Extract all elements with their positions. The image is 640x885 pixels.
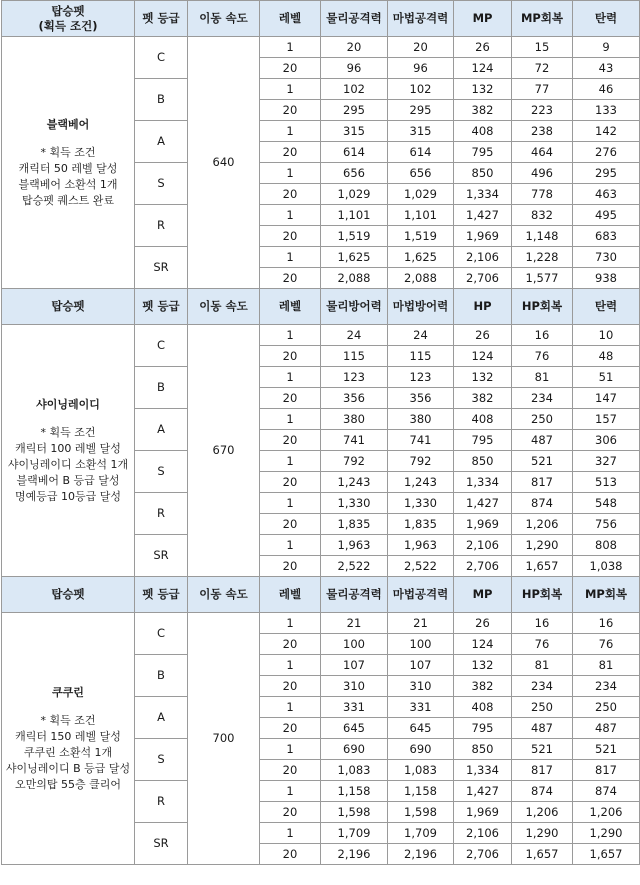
value-cell: 656	[321, 163, 388, 184]
value-cell: 817	[512, 472, 573, 493]
grade-cell: R	[135, 205, 188, 247]
value-cell: 115	[321, 346, 388, 367]
value-cell: 408	[454, 697, 512, 718]
level-cell: 1	[260, 247, 321, 268]
value-cell: 276	[573, 142, 640, 163]
value-cell: 2,088	[388, 268, 454, 289]
value-cell: 310	[388, 676, 454, 697]
level-cell: 20	[260, 184, 321, 205]
level-cell: 1	[260, 655, 321, 676]
value-cell: 1,083	[321, 760, 388, 781]
value-cell: 1,206	[512, 802, 573, 823]
value-cell: 1,598	[321, 802, 388, 823]
value-cell: 123	[321, 367, 388, 388]
pet-name: 샤이닝레이디	[36, 397, 100, 411]
table-row	[2, 325, 640, 346]
header-stat-3: MP	[454, 1, 512, 37]
grade-cell: B	[135, 367, 188, 409]
value-cell: 1,963	[321, 535, 388, 556]
value-cell: 96	[321, 58, 388, 79]
value-cell: 1,625	[321, 247, 388, 268]
value-cell: 1,290	[573, 823, 640, 844]
value-cell: 850	[454, 739, 512, 760]
value-cell: 20	[388, 37, 454, 58]
level-cell: 1	[260, 493, 321, 514]
header-stat-2: 마법공격력	[388, 577, 454, 613]
value-cell: 306	[573, 430, 640, 451]
value-cell: 1,969	[454, 226, 512, 247]
value-cell: 1,969	[454, 514, 512, 535]
value-cell: 234	[512, 388, 573, 409]
header-pet: 탑승펫	[2, 289, 135, 325]
value-cell: 81	[573, 655, 640, 676]
value-cell: 795	[454, 142, 512, 163]
value-cell: 124	[454, 634, 512, 655]
grade-cell: R	[135, 493, 188, 535]
value-cell: 1,427	[454, 493, 512, 514]
grade-cell: B	[135, 655, 188, 697]
value-cell: 487	[573, 718, 640, 739]
value-cell: 382	[454, 388, 512, 409]
value-cell: 100	[388, 634, 454, 655]
acquire-condition: 오만의탑 55층 클리어	[15, 777, 121, 791]
value-cell: 874	[573, 781, 640, 802]
acquire-condition: 블랙베어 B 등급 달성	[16, 473, 120, 487]
value-cell: 238	[512, 121, 573, 142]
value-cell: 496	[512, 163, 573, 184]
value-cell: 614	[388, 142, 454, 163]
header-row	[2, 577, 640, 613]
acquire-condition: 탑승펫 퀘스트 완료	[21, 193, 114, 207]
level-cell: 20	[260, 802, 321, 823]
value-cell: 76	[512, 346, 573, 367]
level-cell: 1	[260, 205, 321, 226]
value-cell: 521	[512, 451, 573, 472]
value-cell: 382	[454, 100, 512, 121]
value-cell: 24	[321, 325, 388, 346]
level-cell: 1	[260, 451, 321, 472]
value-cell: 380	[388, 409, 454, 430]
value-cell: 1,101	[388, 205, 454, 226]
table-row	[2, 613, 640, 634]
value-cell: 76	[512, 634, 573, 655]
value-cell: 1,427	[454, 205, 512, 226]
grade-cell: C	[135, 37, 188, 79]
header-stat-4: HP회복	[512, 577, 573, 613]
value-cell: 1,835	[388, 514, 454, 535]
value-cell: 51	[573, 367, 640, 388]
value-cell: 16	[512, 325, 573, 346]
grade-cell: C	[135, 325, 188, 367]
value-cell: 1,243	[388, 472, 454, 493]
header-row	[2, 1, 640, 37]
level-cell: 20	[260, 514, 321, 535]
value-cell: 16	[512, 613, 573, 634]
value-cell: 2,088	[321, 268, 388, 289]
level-cell: 1	[260, 37, 321, 58]
value-cell: 250	[512, 697, 573, 718]
value-cell: 223	[512, 100, 573, 121]
value-cell: 808	[573, 535, 640, 556]
value-cell: 548	[573, 493, 640, 514]
value-cell: 24	[388, 325, 454, 346]
value-cell: 795	[454, 430, 512, 451]
value-cell: 1,101	[321, 205, 388, 226]
header-stat-5: 탄력	[573, 1, 640, 37]
value-cell: 380	[321, 409, 388, 430]
value-cell: 817	[512, 760, 573, 781]
value-cell: 1,038	[573, 556, 640, 577]
value-cell: 741	[321, 430, 388, 451]
level-cell: 20	[260, 346, 321, 367]
value-cell: 614	[321, 142, 388, 163]
value-cell: 2,522	[321, 556, 388, 577]
acquire-condition: 샤이닝레이디 소환석 1개	[7, 457, 129, 471]
level-cell: 20	[260, 58, 321, 79]
value-cell: 43	[573, 58, 640, 79]
value-cell: 76	[573, 634, 640, 655]
value-cell: 1,158	[321, 781, 388, 802]
level-cell: 1	[260, 163, 321, 184]
value-cell: 463	[573, 184, 640, 205]
value-cell: 2,106	[454, 535, 512, 556]
value-cell: 645	[321, 718, 388, 739]
value-cell: 124	[454, 58, 512, 79]
value-cell: 690	[388, 739, 454, 760]
grade-cell: A	[135, 409, 188, 451]
value-cell: 408	[454, 121, 512, 142]
value-cell: 26	[454, 325, 512, 346]
value-cell: 356	[321, 388, 388, 409]
value-cell: 133	[573, 100, 640, 121]
pet-name: 블랙베어	[46, 117, 90, 131]
value-cell: 132	[454, 79, 512, 100]
value-cell: 315	[388, 121, 454, 142]
value-cell: 102	[321, 79, 388, 100]
grade-cell: S	[135, 739, 188, 781]
value-cell: 356	[388, 388, 454, 409]
value-cell: 81	[512, 367, 573, 388]
value-cell: 817	[573, 760, 640, 781]
header-stat-2: 마법방어력	[388, 289, 454, 325]
value-cell: 1,969	[454, 802, 512, 823]
value-cell: 495	[573, 205, 640, 226]
value-cell: 1,657	[512, 844, 573, 865]
header-pet: 탑승펫 (획득 조건)	[2, 1, 135, 37]
value-cell: 1,206	[512, 514, 573, 535]
level-cell: 20	[260, 556, 321, 577]
header-grade: 펫 등급	[135, 577, 188, 613]
value-cell: 250	[573, 697, 640, 718]
value-cell: 408	[454, 409, 512, 430]
header-stat-1: 물리방어력	[321, 289, 388, 325]
value-cell: 1,029	[388, 184, 454, 205]
level-cell: 20	[260, 634, 321, 655]
level-cell: 20	[260, 226, 321, 247]
value-cell: 2,522	[388, 556, 454, 577]
value-cell: 107	[321, 655, 388, 676]
value-cell: 132	[454, 367, 512, 388]
value-cell: 115	[388, 346, 454, 367]
value-cell: 874	[512, 781, 573, 802]
value-cell: 48	[573, 346, 640, 367]
value-cell: 1,835	[321, 514, 388, 535]
value-cell: 464	[512, 142, 573, 163]
grade-cell: R	[135, 781, 188, 823]
value-cell: 795	[454, 718, 512, 739]
header-grade: 펫 등급	[135, 1, 188, 37]
level-cell: 1	[260, 697, 321, 718]
acquire-condition: * 획득 조건	[40, 713, 96, 727]
header-stat-5: 탄력	[573, 289, 640, 325]
header-pet: 탑승펫	[2, 577, 135, 613]
header-stat-1: 물리공격력	[321, 1, 388, 37]
grade-cell: B	[135, 79, 188, 121]
value-cell: 2,196	[321, 844, 388, 865]
value-cell: 521	[512, 739, 573, 760]
value-cell: 331	[388, 697, 454, 718]
level-cell: 20	[260, 718, 321, 739]
value-cell: 1,148	[512, 226, 573, 247]
value-cell: 315	[321, 121, 388, 142]
value-cell: 1,290	[512, 535, 573, 556]
value-cell: 1,334	[454, 184, 512, 205]
value-cell: 72	[512, 58, 573, 79]
value-cell: 295	[321, 100, 388, 121]
header-speed: 이동 속도	[188, 289, 260, 325]
value-cell: 123	[388, 367, 454, 388]
value-cell: 234	[512, 676, 573, 697]
value-cell: 2,706	[454, 556, 512, 577]
value-cell: 832	[512, 205, 573, 226]
acquire-condition: * 획득 조건	[40, 425, 96, 439]
level-cell: 1	[260, 79, 321, 100]
speed-cell: 700	[188, 613, 260, 865]
value-cell: 26	[454, 613, 512, 634]
header-row	[2, 289, 640, 325]
value-cell: 10	[573, 325, 640, 346]
value-cell: 142	[573, 121, 640, 142]
speed-cell: 670	[188, 325, 260, 577]
value-cell: 81	[512, 655, 573, 676]
level-cell: 1	[260, 781, 321, 802]
grade-cell: A	[135, 121, 188, 163]
value-cell: 792	[321, 451, 388, 472]
value-cell: 690	[321, 739, 388, 760]
value-cell: 77	[512, 79, 573, 100]
value-cell: 295	[388, 100, 454, 121]
acquire-condition: * 획득 조건	[40, 145, 96, 159]
grade-cell: S	[135, 163, 188, 205]
value-cell: 2,196	[388, 844, 454, 865]
value-cell: 2,706	[454, 844, 512, 865]
value-cell: 331	[321, 697, 388, 718]
value-cell: 124	[454, 346, 512, 367]
acquire-condition: 캐릭터 50 레벨 달성	[18, 161, 118, 175]
grade-cell: SR	[135, 247, 188, 289]
value-cell: 850	[454, 451, 512, 472]
value-cell: 100	[321, 634, 388, 655]
value-cell: 20	[321, 37, 388, 58]
value-cell: 234	[573, 676, 640, 697]
value-cell: 96	[388, 58, 454, 79]
value-cell: 521	[573, 739, 640, 760]
grade-cell: S	[135, 451, 188, 493]
value-cell: 1,330	[321, 493, 388, 514]
level-cell: 1	[260, 613, 321, 634]
value-cell: 2,106	[454, 247, 512, 268]
header-level: 레벨	[260, 577, 321, 613]
value-cell: 1,427	[454, 781, 512, 802]
level-cell: 20	[260, 268, 321, 289]
header-stat-3: MP	[454, 577, 512, 613]
value-cell: 132	[454, 655, 512, 676]
acquire-condition: 블랙베어 소환석 1개	[18, 177, 118, 191]
pet-info-cell	[2, 37, 135, 289]
value-cell: 2,106	[454, 823, 512, 844]
level-cell: 1	[260, 739, 321, 760]
header-level: 레벨	[260, 289, 321, 325]
level-cell: 1	[260, 367, 321, 388]
value-cell: 1,083	[388, 760, 454, 781]
level-cell: 1	[260, 121, 321, 142]
value-cell: 741	[388, 430, 454, 451]
header-stat-3: HP	[454, 289, 512, 325]
value-cell: 1,243	[321, 472, 388, 493]
level-cell: 20	[260, 142, 321, 163]
level-cell: 20	[260, 100, 321, 121]
value-cell: 1,963	[388, 535, 454, 556]
value-cell: 1,228	[512, 247, 573, 268]
value-cell: 874	[512, 493, 573, 514]
value-cell: 382	[454, 676, 512, 697]
level-cell: 20	[260, 388, 321, 409]
value-cell: 147	[573, 388, 640, 409]
value-cell: 295	[573, 163, 640, 184]
value-cell: 487	[512, 718, 573, 739]
level-cell: 1	[260, 535, 321, 556]
value-cell: 645	[388, 718, 454, 739]
value-cell: 656	[388, 163, 454, 184]
value-cell: 730	[573, 247, 640, 268]
value-cell: 1,330	[388, 493, 454, 514]
speed-cell: 640	[188, 37, 260, 289]
value-cell: 1,334	[454, 760, 512, 781]
value-cell: 21	[388, 613, 454, 634]
level-cell: 20	[260, 844, 321, 865]
level-cell: 1	[260, 409, 321, 430]
value-cell: 756	[573, 514, 640, 535]
value-cell: 1,577	[512, 268, 573, 289]
header-stat-4: MP회복	[512, 1, 573, 37]
header-grade: 펫 등급	[135, 289, 188, 325]
value-cell: 487	[512, 430, 573, 451]
value-cell: 2,706	[454, 268, 512, 289]
value-cell: 938	[573, 268, 640, 289]
value-cell: 310	[321, 676, 388, 697]
value-cell: 1,657	[573, 844, 640, 865]
value-cell: 1,334	[454, 472, 512, 493]
value-cell: 1,598	[388, 802, 454, 823]
level-cell: 1	[260, 325, 321, 346]
acquire-condition: 명예등급 10등급 달성	[15, 489, 121, 503]
value-cell: 9	[573, 37, 640, 58]
value-cell: 1,625	[388, 247, 454, 268]
header-level: 레벨	[260, 1, 321, 37]
acquire-condition: 샤이닝레이디 B 등급 달성	[5, 761, 131, 775]
header-speed: 이동 속도	[188, 1, 260, 37]
value-cell: 1,709	[321, 823, 388, 844]
value-cell: 157	[573, 409, 640, 430]
header-speed: 이동 속도	[188, 577, 260, 613]
value-cell: 1,290	[512, 823, 573, 844]
value-cell: 327	[573, 451, 640, 472]
value-cell: 1,657	[512, 556, 573, 577]
acquire-condition: 캐릭터 100 레벨 달성	[15, 441, 121, 455]
level-cell: 20	[260, 430, 321, 451]
pet-name: 쿠쿠린	[52, 685, 84, 699]
header-stat-1: 물리공격력	[321, 577, 388, 613]
table-row	[2, 37, 640, 58]
grade-cell: SR	[135, 535, 188, 577]
level-cell: 20	[260, 472, 321, 493]
pet-info-cell	[2, 325, 135, 577]
level-cell: 20	[260, 676, 321, 697]
header-stat-2: 마법공격력	[388, 1, 454, 37]
value-cell: 250	[512, 409, 573, 430]
value-cell: 102	[388, 79, 454, 100]
acquire-condition: 캐릭터 150 레벨 달성	[15, 729, 121, 743]
value-cell: 1,029	[321, 184, 388, 205]
value-cell: 778	[512, 184, 573, 205]
value-cell: 1,519	[388, 226, 454, 247]
value-cell: 46	[573, 79, 640, 100]
grade-cell: A	[135, 697, 188, 739]
acquire-condition: 쿠쿠린 소환석 1개	[23, 745, 113, 759]
header-stat-4: HP회복	[512, 289, 573, 325]
value-cell: 513	[573, 472, 640, 493]
header-stat-5: MP회복	[573, 577, 640, 613]
value-cell: 1,158	[388, 781, 454, 802]
value-cell: 792	[388, 451, 454, 472]
value-cell: 850	[454, 163, 512, 184]
value-cell: 26	[454, 37, 512, 58]
value-cell: 15	[512, 37, 573, 58]
value-cell: 683	[573, 226, 640, 247]
pet-stats-table	[1, 0, 640, 865]
grade-cell: C	[135, 613, 188, 655]
pet-info-cell	[2, 613, 135, 865]
value-cell: 1,206	[573, 802, 640, 823]
value-cell: 21	[321, 613, 388, 634]
level-cell: 20	[260, 760, 321, 781]
value-cell: 1,709	[388, 823, 454, 844]
value-cell: 16	[573, 613, 640, 634]
grade-cell: SR	[135, 823, 188, 865]
value-cell: 107	[388, 655, 454, 676]
value-cell: 1,519	[321, 226, 388, 247]
level-cell: 1	[260, 823, 321, 844]
